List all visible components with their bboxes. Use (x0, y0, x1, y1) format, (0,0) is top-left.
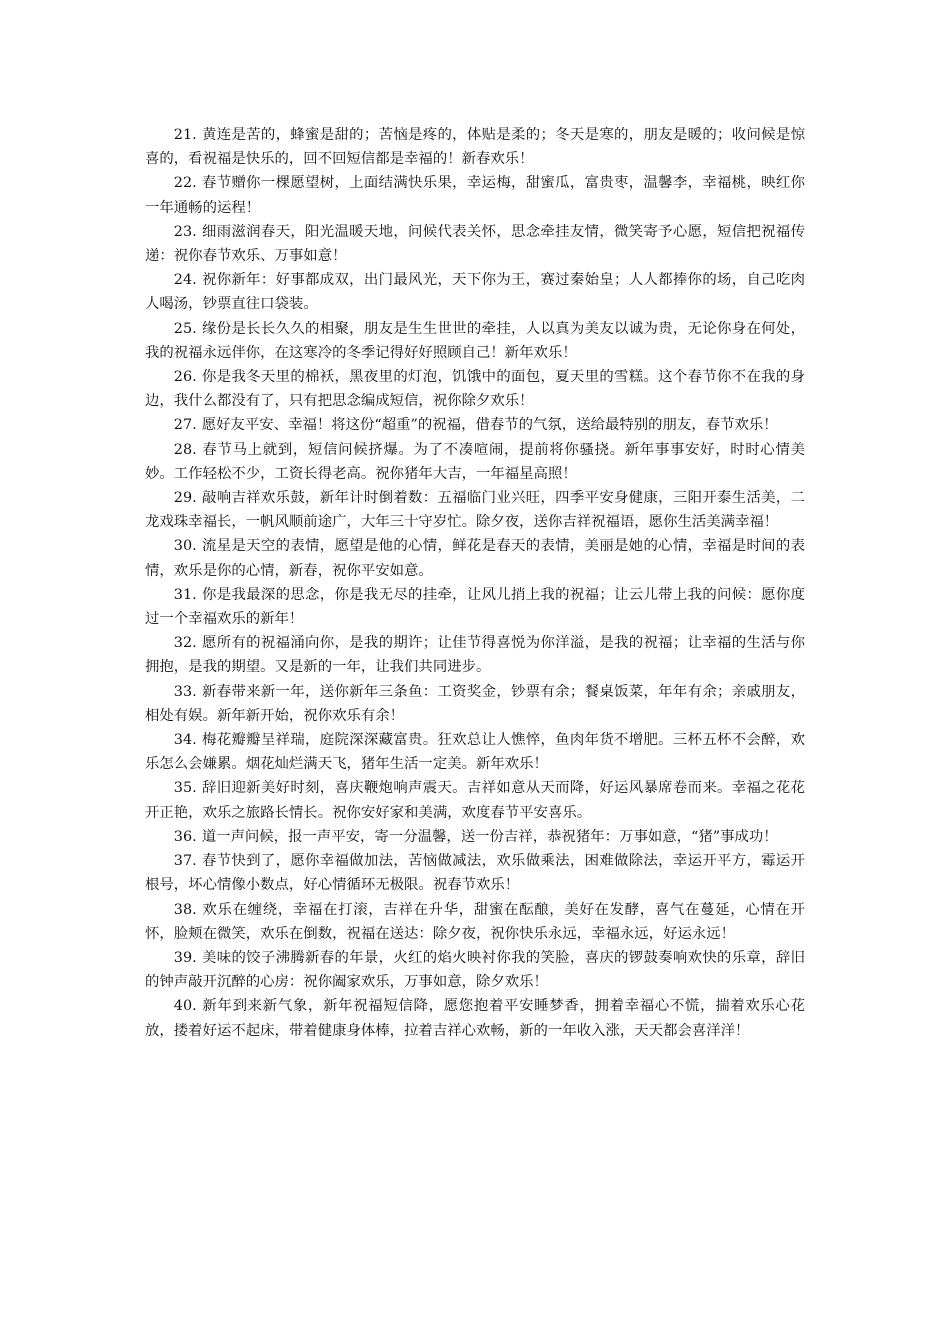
item-number: 37. (173, 853, 197, 870)
item-text: 黄连是苦的，蜂蜜是甜的；苦恼是疼的，体贴是柔的；冬天是寒的，朋友是暖的；收问候是惊喜的，看祝福是快乐的，回不回短信都是幸福的！新春欢乐！ (145, 127, 805, 168)
item-text: 缘份是长长久久的相聚，朋友是生生世世的牵挂，人以真为美友以诚为贵，无论你身在何处，我的祝福永远伴你，在这寒冷的冬季记得好好照顾自己！新年欢乐！ (145, 320, 805, 361)
list-item (145, 220, 805, 268)
list-item (145, 534, 805, 582)
item-number: 36. (173, 828, 197, 845)
item-number: 30. (173, 538, 197, 555)
item-number: 25. (173, 320, 197, 337)
item-text: 辞旧迎新美好时刻，喜庆鞭炮响声震天。吉祥如意从天而降，好运风暴席卷而来。幸福之花花开正艳，欢乐之旅路长情长。祝你安好家和美满，欢度春节平安喜乐。 (145, 780, 805, 821)
item-number: 31. (173, 586, 197, 603)
item-number: 28. (173, 441, 197, 458)
list-item (145, 365, 805, 413)
item-text: 愿所有的祝福涌向你，是我的期许；让佳节得喜悦为你洋溢，是我的祝福；让幸福的生活与你拥抱，是我的期望。又是新的一年，让我们共同进步。 (145, 635, 805, 676)
item-text: 春节马上就到，短信问候挤爆。为了不凑喧闹，提前将你骚挠。新年事事安好，时时心情美妙。工作轻松不少，工资长得老高。祝你猪年大吉，一年福星高照！ (145, 441, 805, 482)
item-number: 33. (173, 683, 197, 700)
list-item (145, 123, 805, 171)
item-text: 道一声问候，报一声平安，寄一分温馨，送一份吉祥，恭祝猪年：万事如意，“猪”事成功！ (201, 828, 778, 845)
item-text: 新春带来新一年，送你新年三条鱼：工资奖金，钞票有余；餐桌饭菜，年年有余；亲戚朋友，相处有娱。新年新开始，祝你欢乐有余！ (145, 683, 805, 724)
item-number: 40. (173, 998, 197, 1015)
item-text: 细雨滋润春天，阳光温暖天地，问候代表关怀，思念牵挂友情，微笑寄予心愿，短信把祝福传递：祝你春节欢乐、万事如意！ (145, 223, 805, 265)
item-text: 梅花瓣瓣呈祥瑞，庭院深深藏富贵。狂欢总让人憔悴，鱼肉年货不增肥。三杯五杯不会醉，欢乐怎么会嫌累。烟花灿烂满天飞，猪年生活一定美。新年欢乐！ (145, 732, 805, 773)
item-number: 26. (173, 369, 197, 386)
item-number: 22. (173, 175, 197, 192)
document-body (145, 123, 805, 1043)
list-item (145, 583, 805, 631)
item-text: 新年到来新气象，新年祝福短信降，愿您抱着平安睡梦香，拥着幸福心不慌，揣着欢乐心花放，搂着好运不起床，带着健康身体棒，拉着吉祥心欢畅，新的一年收入涨，天天都会喜洋洋！ (145, 998, 805, 1039)
item-number: 32. (173, 635, 197, 652)
item-text: 春节快到了，愿你幸福做加法，苦恼做减法，欢乐做乘法，困难做除法，幸运开平方，霉运开根号，坏心情像小数点，好心情循环无极限。祝春节欢乐！ (145, 853, 805, 894)
list-item (145, 898, 805, 946)
item-text: 你是我冬天里的棉袄，黑夜里的灯泡，饥饿中的面包，夏天里的雪糕。这个春节你不在我的身边，我什么都没有了，只有把思念编成短信，祝你除夕欢乐！ (145, 369, 805, 410)
list-item (145, 631, 805, 679)
item-number: 29. (173, 490, 197, 507)
list-item (145, 776, 805, 824)
list-item (145, 268, 805, 316)
list-item (145, 413, 805, 437)
item-text: 你是我最深的思念，你是我无尽的挂牵，让风儿捎上我的祝福；让云儿带上我的问候：愿你度过一个幸福欢乐的新年！ (145, 586, 805, 628)
item-number: 21. (173, 127, 197, 143)
list-item (145, 849, 805, 897)
list-item (145, 317, 805, 365)
item-text: 敲响吉祥欢乐鼓，新年计时倒着数：五福临门业兴旺，四季平安身健康，三阳开泰生活美，二龙戏珠幸福长，一帆风顺前途广，大年三十守岁忙。除夕夜，送你吉祥祝福语，愿你生活美满幸福！ (145, 490, 805, 531)
item-text: 祝你新年：好事都成双，出门最风光，天下你为王，赛过秦始皇；人人都捧你的场，自己吃肉人喝汤，钞票直往口袋装。 (145, 272, 805, 313)
item-text: 欢乐在缠绕，幸福在打滚，吉祥在升华，甜蜜在酝酿，美好在发酵，喜气在蔓延，心情在开怀，脸颊在微笑，欢乐在倒数，祝福在送达：除夕夜，祝你快乐永远，幸福永远，好运永远！ (145, 901, 805, 942)
list-item (145, 438, 805, 486)
item-number: 38. (173, 901, 197, 918)
item-number: 27. (173, 417, 197, 434)
item-number: 23. (173, 223, 197, 240)
item-text: 愿好友平安、幸福！将这份“超重”的祝福，借春节的气氛，送给最特别的朋友，春节欢乐！ (201, 417, 778, 434)
list-item (145, 825, 805, 849)
list-item (145, 680, 805, 728)
item-number: 39. (173, 949, 197, 966)
list-item (145, 994, 805, 1042)
item-text: 流星是天空的表情，愿望是他的心情，鲜花是春天的表情，美丽是她的心情，幸福是时间的表情，欢乐是你的心情，新春，祝你平安如意。 (145, 538, 805, 579)
item-text: 美味的饺子沸腾新春的年景，火红的焰火映衬你我的笑脸，喜庆的锣鼓奏响欢快的乐章，辞旧的钟声敲开沉醉的心房：祝你阖家欢乐，万事如意，除夕欢乐！ (145, 949, 805, 991)
list-item (145, 728, 805, 776)
item-number: 35. (173, 780, 197, 797)
list-item (145, 946, 805, 994)
item-number: 34. (173, 732, 197, 749)
item-text: 春节赠你一棵愿望树，上面结满快乐果，幸运梅，甜蜜瓜，富贵枣，温馨李，幸福桃，映红你一年通畅的运程！ (145, 175, 805, 216)
list-item (145, 171, 805, 219)
item-number: 24. (173, 272, 197, 289)
list-item (145, 486, 805, 534)
